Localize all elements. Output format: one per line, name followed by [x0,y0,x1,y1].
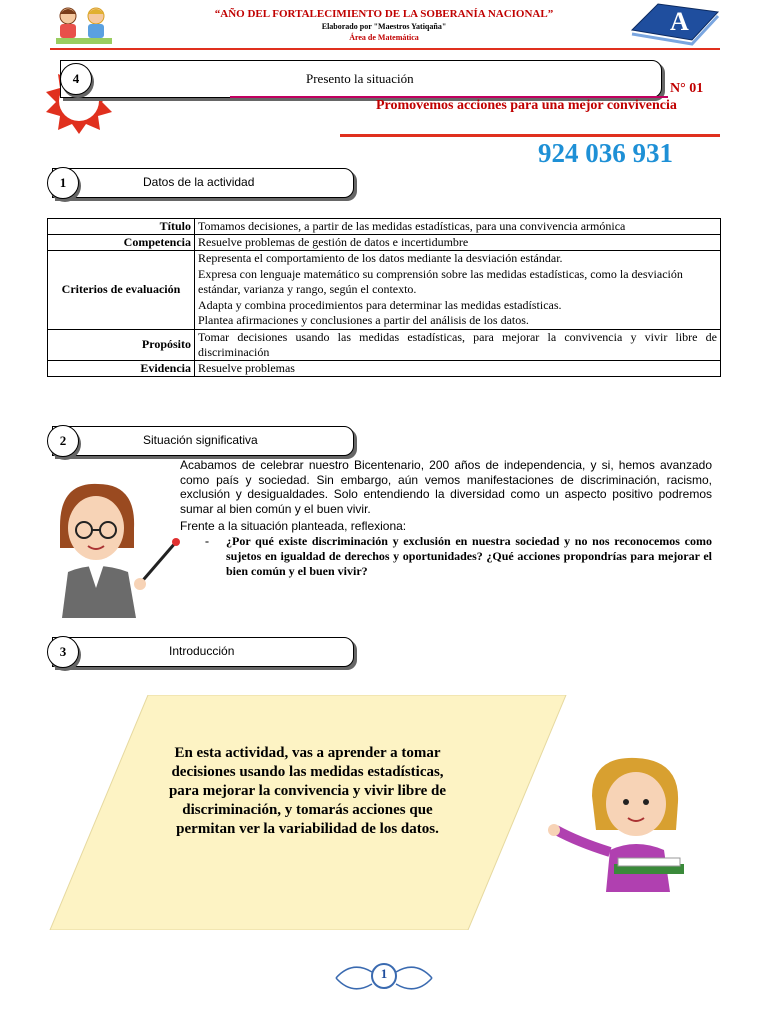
heading-underline [340,134,720,137]
page-number: 1 [380,966,388,981]
activity-table [47,218,721,377]
svg-text:A: A [670,7,689,36]
competencia-label: Competencia [48,235,195,251]
question-bullet: - [205,534,209,548]
header-area: Área de Matemática [349,33,419,42]
section-3-label: Introducción [169,644,235,658]
proposito-value: Tomar decisiones usando las medidas estadísticas, para mejorar la convivencia y vivir libre de discriminación [195,329,721,360]
section-3-tab [52,637,354,667]
header-divider [50,48,720,50]
student-illustration [548,752,700,892]
table-row [48,329,721,360]
table-row [48,219,721,235]
header-title: “AÑO DEL FORTALECIMIENTO DE LA SOBERANÍA NACIONAL” [214,8,554,20]
table-row [48,251,721,330]
header-subtitle: Elaborado por "Maestros Yatiqaña" [321,22,447,31]
session-title: Presento la situación [306,71,414,86]
criterios-list [195,251,721,330]
titulo-label: Título [48,219,195,235]
session-code: N° 01 [670,81,704,96]
situation-paragraph: Acabamos de celebrar nuestro Bicentenario, 200 años de independencia, y si, hemos avanzado como país y sociedad. Sin embargo, aún vemos manifestaciones de discriminación, racismo, exclusión y desigualdades. Solo entendiendo la diversidad como un aspecto positivo podremos sumar al bien común y el buen vivir. [180,458,712,516]
section-3-number: 3 [47,636,79,668]
session-heading: Promovemos acciones para una mejor convivencia [376,98,677,113]
criterios-label: Criterios de evaluación [48,251,195,330]
table-row [48,360,721,376]
titulo-value: Tomamos decisiones, a partir de las medidas estadísticas, para una convivencia armónica [195,219,721,235]
section-2-number: 2 [47,425,79,457]
section-1-number: 1 [47,167,79,199]
criterio-item: Plantea afirmaciones y conclusiones a partir del análisis de los datos. [198,313,529,327]
book-logo [628,0,720,48]
evidencia-value: Resuelve problemas [195,360,721,376]
proposito-label: Propósito [48,329,195,360]
competencia-value: Resuelve problemas de gestión de datos e incertidumbre [195,235,721,251]
table-row [48,235,721,251]
intro-text: En esta actividad, vas a aprender a tomar decisiones usando las medidas estadísticas, para mejorar la convivencia y vivir libre de discriminación, y tomarás acciones que permitan ver la variabilidad de los datos. [168,745,447,837]
situation-question: ¿Por qué existe discriminación y exclusión en nuestra sociedad y no nos reconocemos como sujetos en igualdad de derechos y oportunidades? ¿Qué acciones propondrías para mejorar el bien común y el buen vivir? [226,534,712,578]
phone-number: 924 036 931 [538,138,673,168]
session-title-bar [60,60,662,98]
section-2-tab [52,426,354,456]
section-1-label: Datos de la actividad [143,175,255,189]
section-2-label: Situación significativa [143,433,258,447]
evidencia-label: Evidencia [48,360,195,376]
situation-prompt: Frente a la situación planteada, reflexiona: [180,519,407,533]
teacher-illustration [48,478,180,618]
section-1-tab [52,168,354,198]
criterio-item: Expresa con lenguaje matemático su comprensión sobre las medidas estadísticas, como la desviación estándar, varianza y rango, según el contexto. [198,266,683,296]
session-number: 4 [60,63,92,95]
criterio-item: Representa el comportamiento de los datos mediante la desviación estándar. [198,251,563,265]
criterio-item: Adapta y combina procedimientos para determinar las medidas estadísticas. [198,297,562,312]
